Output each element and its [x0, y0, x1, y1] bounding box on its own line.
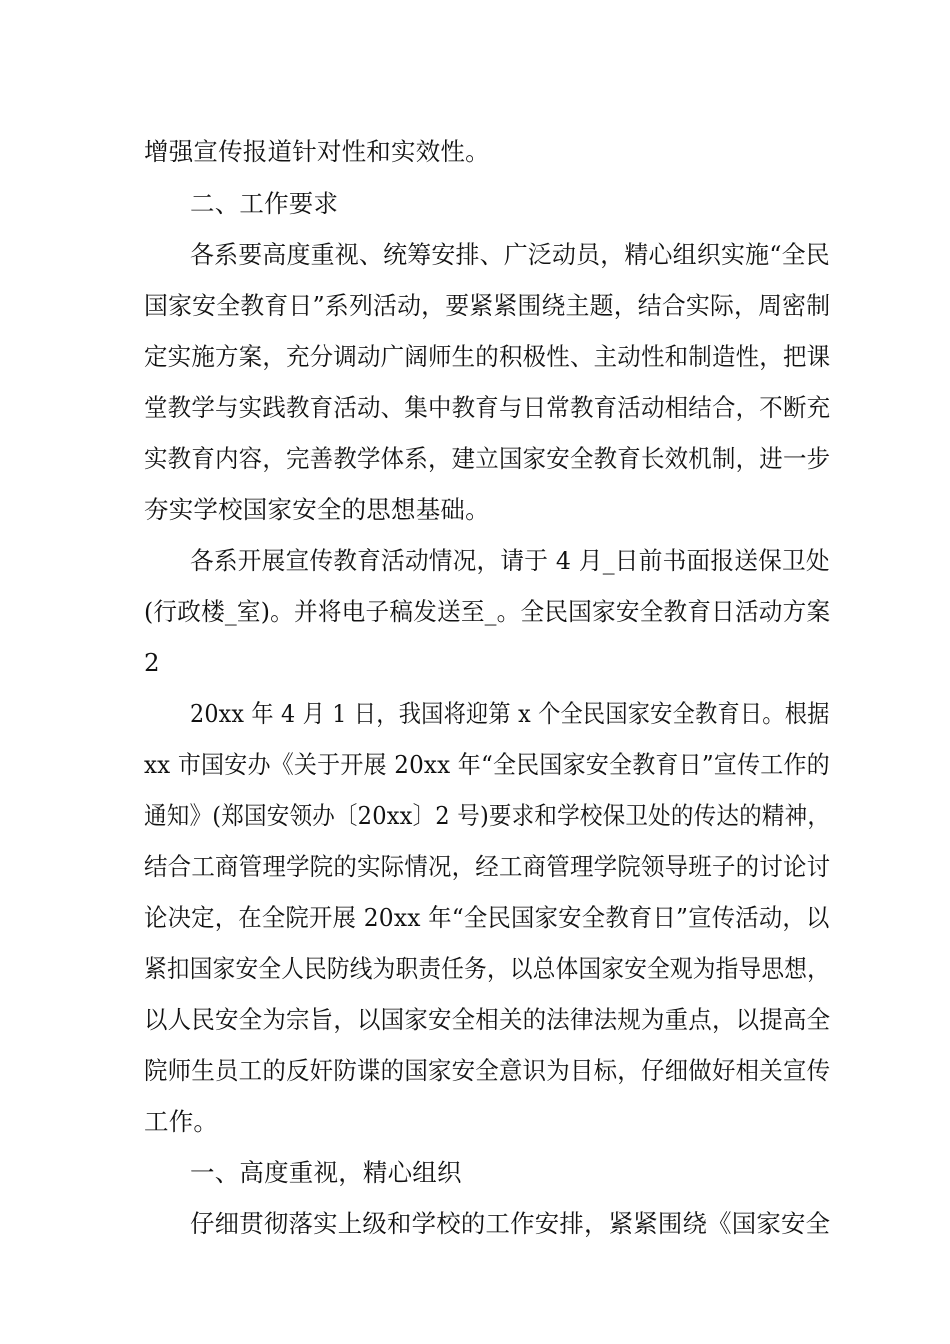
text-line: 以人民安全为宗旨，以国家安全相关的法律法规为重点，以提高全 — [144, 1005, 831, 1034]
text-line: xx 市国安办《关于开展 20xx 年“全民国家安全教育日”宣传工作的 — [144, 750, 830, 779]
text-line: 实教育内容，完善教学体系，建立国家安全教育长效机制，进一步 — [144, 444, 831, 473]
text-line: 定实施方案，充分调动广阔师生的积极性、主动性和制造性，把课 — [144, 342, 831, 371]
text-line: 工作。 — [144, 1107, 219, 1136]
text-line: 仔细贯彻落实上级和学校的工作安排，紧紧围绕《国家安全 — [190, 1209, 831, 1238]
text-line: 国家安全教育日”系列活动，要紧紧围绕主题，结合实际，周密制 — [144, 291, 831, 320]
text-line: (行政楼_室)。并将电子稿发送至_。全民国家安全教育日活动方案 — [144, 597, 831, 626]
text-line: 堂教学与实践教育活动、集中教育与日常教育活动相结合，不断充 — [144, 393, 831, 422]
text-line: 20xx 年 4 月 1 日，我国将迎第 x 个全民国家安全教育日。根据 — [190, 699, 830, 728]
text-line: 2 — [144, 648, 160, 677]
section-heading: 一、高度重视，精心组织 — [190, 1158, 462, 1187]
text-line: 结合工商管理学院的实际情况，经工商管理学院领导班子的讨论讨 — [144, 852, 831, 881]
text-line: 各系开展宣传教育活动情况，请于 4 月_日前书面报送保卫处 — [190, 546, 830, 575]
text-line: 紧扣国家安全人民防线为职责任务，以总体国家安全观为指导思想， — [144, 954, 830, 983]
text-line: 各系要高度重视、统筹安排、广泛动员，精心组织实施“全民 — [190, 240, 830, 269]
text-line: 增强宣传报道针对性和实效性。 — [144, 137, 490, 166]
text-line: 通知》(郑国安领办〔20xx〕2 号)要求和学校保卫处的传达的精神， — [144, 801, 831, 830]
text-line: 论决定，在全院开展 20xx 年“全民国家安全教育日”宣传活动，以 — [144, 903, 830, 932]
text-line: 夯实学校国家安全的思想基础。 — [144, 495, 490, 524]
section-heading: 二、工作要求 — [190, 189, 339, 218]
text-line: 院师生员工的反奸防谍的国家安全意识为目标，仔细做好相关宣传 — [144, 1056, 831, 1085]
